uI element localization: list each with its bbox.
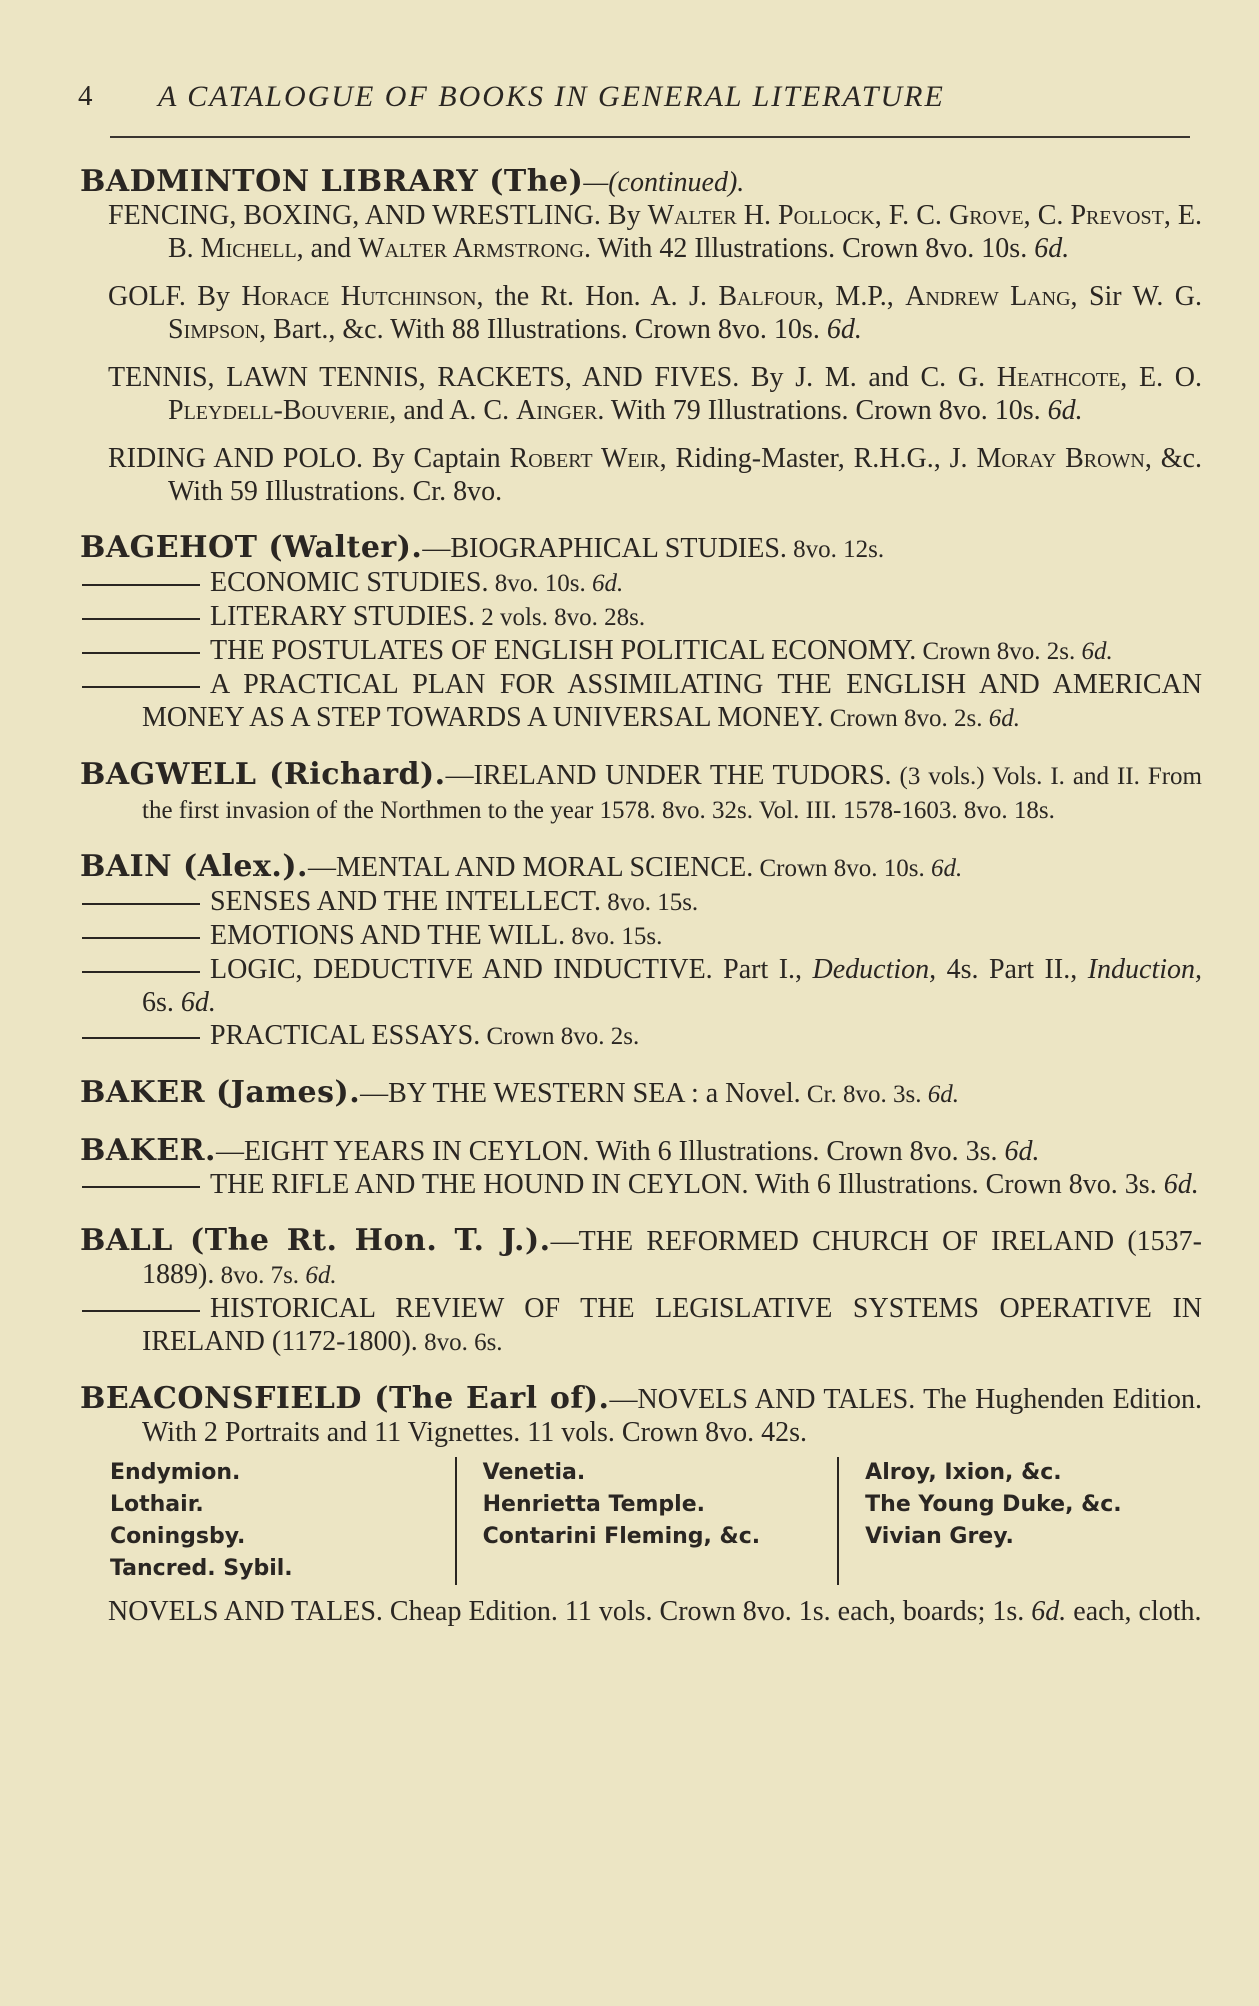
book-riding: RIDING AND POLO. By Captain Robert Weir, Riding-Master, R.H.G., J. Moray Brown, &c. With 59 Illustrations. Cr. 8vo.	[108, 443, 1202, 507]
entry-badminton	[80, 165, 1202, 508]
page-header	[78, 80, 1198, 124]
author-heading: BAIN (Alex.).	[80, 849, 308, 884]
book-tennis: TENNIS, LAWN TENNIS, RACKETS, AND FIVES. By J. M. and C. G. Heathcote, E. O. Pleydell-Bouverie, and A. C. Ainger. With 79 Illustrations. Crown 8vo. 10s. 6d.	[108, 362, 1202, 426]
title-item: Vivian Grey.	[865, 1524, 1014, 1549]
ditto-rule	[82, 937, 200, 939]
ditto-rule	[82, 584, 200, 586]
ditto-rule	[82, 686, 200, 688]
ditto-rule	[82, 652, 200, 654]
ditto-rule	[82, 1037, 200, 1039]
title-item: Lothair.	[110, 1492, 204, 1517]
entry-beaconsfield: BEACONSFIELD (The Earl of).—NOVELS AND TALES. The Hughenden Edition. With 2 Portraits and 11 Vignettes. 11 vols. Crown 8vo. 42s. Endymion. Lothair. Coningsby. Tancred. Sybil. Venetia. Henrietta Temple. Contarini Fleming, &c. Alroy, Ixion, &c. The Young Duke, &c. Vivian Grey. NOVELS AND TALES. Cheap Edition. 11 vols. Crown 8vo. 1s. each, boards; 1s. 6d. each, cloth.	[80, 1381, 1203, 1627]
entry-baker-james: BAKER (James).—BY THE WESTERN SEA : a Novel. Cr. 8vo. 3s. 6d.	[80, 1075, 959, 1110]
title-item: Contarini Fleming, &c.	[482, 1524, 761, 1549]
page-number: 4	[78, 80, 93, 112]
author-heading: BEACONSFIELD (The Earl of).	[80, 1381, 610, 1416]
author-heading: BADMINTON LIBRARY (The)	[80, 164, 584, 199]
running-title: A CATALOGUE OF BOOKS IN GENERAL LITERATURE	[158, 80, 945, 113]
book-golf: GOLF. By Horace Hutchinson, the Rt. Hon. A. J. Balfour, M.P., Andrew Lang, Sir W. G. Simpson, Bart., &c. With 88 Illustrations. Crown 8vo. 10s. 6d.	[108, 281, 1202, 345]
header-rule	[110, 136, 1190, 138]
titles-column-3	[839, 1457, 1190, 1585]
continued-note: —(continued).	[583, 167, 745, 198]
book-fencing: FENCING, BOXING, AND WRESTLING. By Walter H. Pollock, F. C. Grove, C. Prevost, E. B. Michell, and Walter Armstrong. With 42 Illustrations. Crown 8vo. 10s. 6d.	[108, 200, 1202, 264]
title-item: The Young Duke, &c.	[865, 1492, 1122, 1517]
author-heading: BALL (The Rt. Hon. T. J.).	[80, 1223, 551, 1258]
author-heading: BAGEHOT (Walter).	[80, 530, 423, 565]
ditto-rule	[82, 1186, 200, 1188]
novel-titles-list	[110, 1457, 1190, 1585]
cheap-edition: NOVELS AND TALES. Cheap Edition. 11 vols. Crown 8vo. 1s. each, boards; 1s. 6d. each, cloth.	[108, 1596, 1202, 1627]
catalogue-content	[80, 165, 1202, 1651]
title-item: Venetia.	[482, 1460, 586, 1485]
author-heading: BAGWELL (Richard).	[80, 757, 446, 792]
title-item: Tancred. Sybil.	[110, 1556, 293, 1581]
entry-ball: BALL (The Rt. Hon. T. J.).—THE REFORMED CHURCH OF IRELAND (1537-1889). 8vo. 7s. 6d. HISTORICAL REVIEW OF THE LEGISLATIVE SYSTEMS OPERATIVE IN IRELAND (1172-1800). 8vo. 6s.	[80, 1223, 1202, 1357]
ditto-rule	[82, 971, 200, 973]
author-heading: BAKER (James).	[80, 1075, 361, 1110]
entry-baker: BAKER.—EIGHT YEARS IN CEYLON. With 6 Illustrations. Crown 8vo. 3s. 6d. THE RIFLE AND THE HOUND IN CEYLON. With 6 Illustrations. Crown 8vo. 3s. 6d.	[80, 1133, 1199, 1200]
entry-bagehot: BAGEHOT (Walter).—BIOGRAPHICAL STUDIES. 8vo. 12s. ECONOMIC STUDIES. 8vo. 10s. 6d. LITERARY STUDIES. 2 vols. 8vo. 28s. THE POSTULATES OF ENGLISH POLITICAL ECONOMY. Crown 8vo. 2s. 6d. A PRACTICAL PLAN FOR ASSIMILATING THE ENGLISH AND AMERICAN MONEY AS A STEP TOWARDS A UNIVERSAL MONEY. Crown 8vo. 2s. 6d.	[80, 530, 1202, 733]
ditto-rule	[82, 903, 200, 905]
ditto-rule	[82, 618, 200, 620]
title-item: Coningsby.	[110, 1524, 246, 1549]
title-item: Alroy, Ixion, &c.	[865, 1460, 1062, 1485]
entry-bagwell: BAGWELL (Richard).—IRELAND UNDER THE TUDORS. (3 vols.) Vols. I. and II. From the first invasion of the Northmen to the year 1578. 8vo. 32s. Vol. III. 1578-1603. 8vo. 18s.	[80, 757, 1203, 824]
title-item: Henrietta Temple.	[482, 1492, 705, 1517]
titles-column-1	[110, 1457, 457, 1585]
author-heading: BAKER.	[80, 1133, 216, 1168]
ditto-rule	[82, 1310, 200, 1312]
title-item: Endymion.	[110, 1460, 241, 1485]
entry-bain: BAIN (Alex.).—MENTAL AND MORAL SCIENCE. Crown 8vo. 10s. 6d. SENSES AND THE INTELLECT. 8vo. 15s. EMOTIONS AND THE WILL. 8vo. 15s. LOGIC, DEDUCTIVE AND INDUCTIVE. Part I., Deduction, 4s. Part II., Induction, 6s. 6d. PRACTICAL ESSAYS. Crown 8vo. 2s.	[80, 849, 1202, 1051]
titles-column-2	[457, 1457, 840, 1585]
